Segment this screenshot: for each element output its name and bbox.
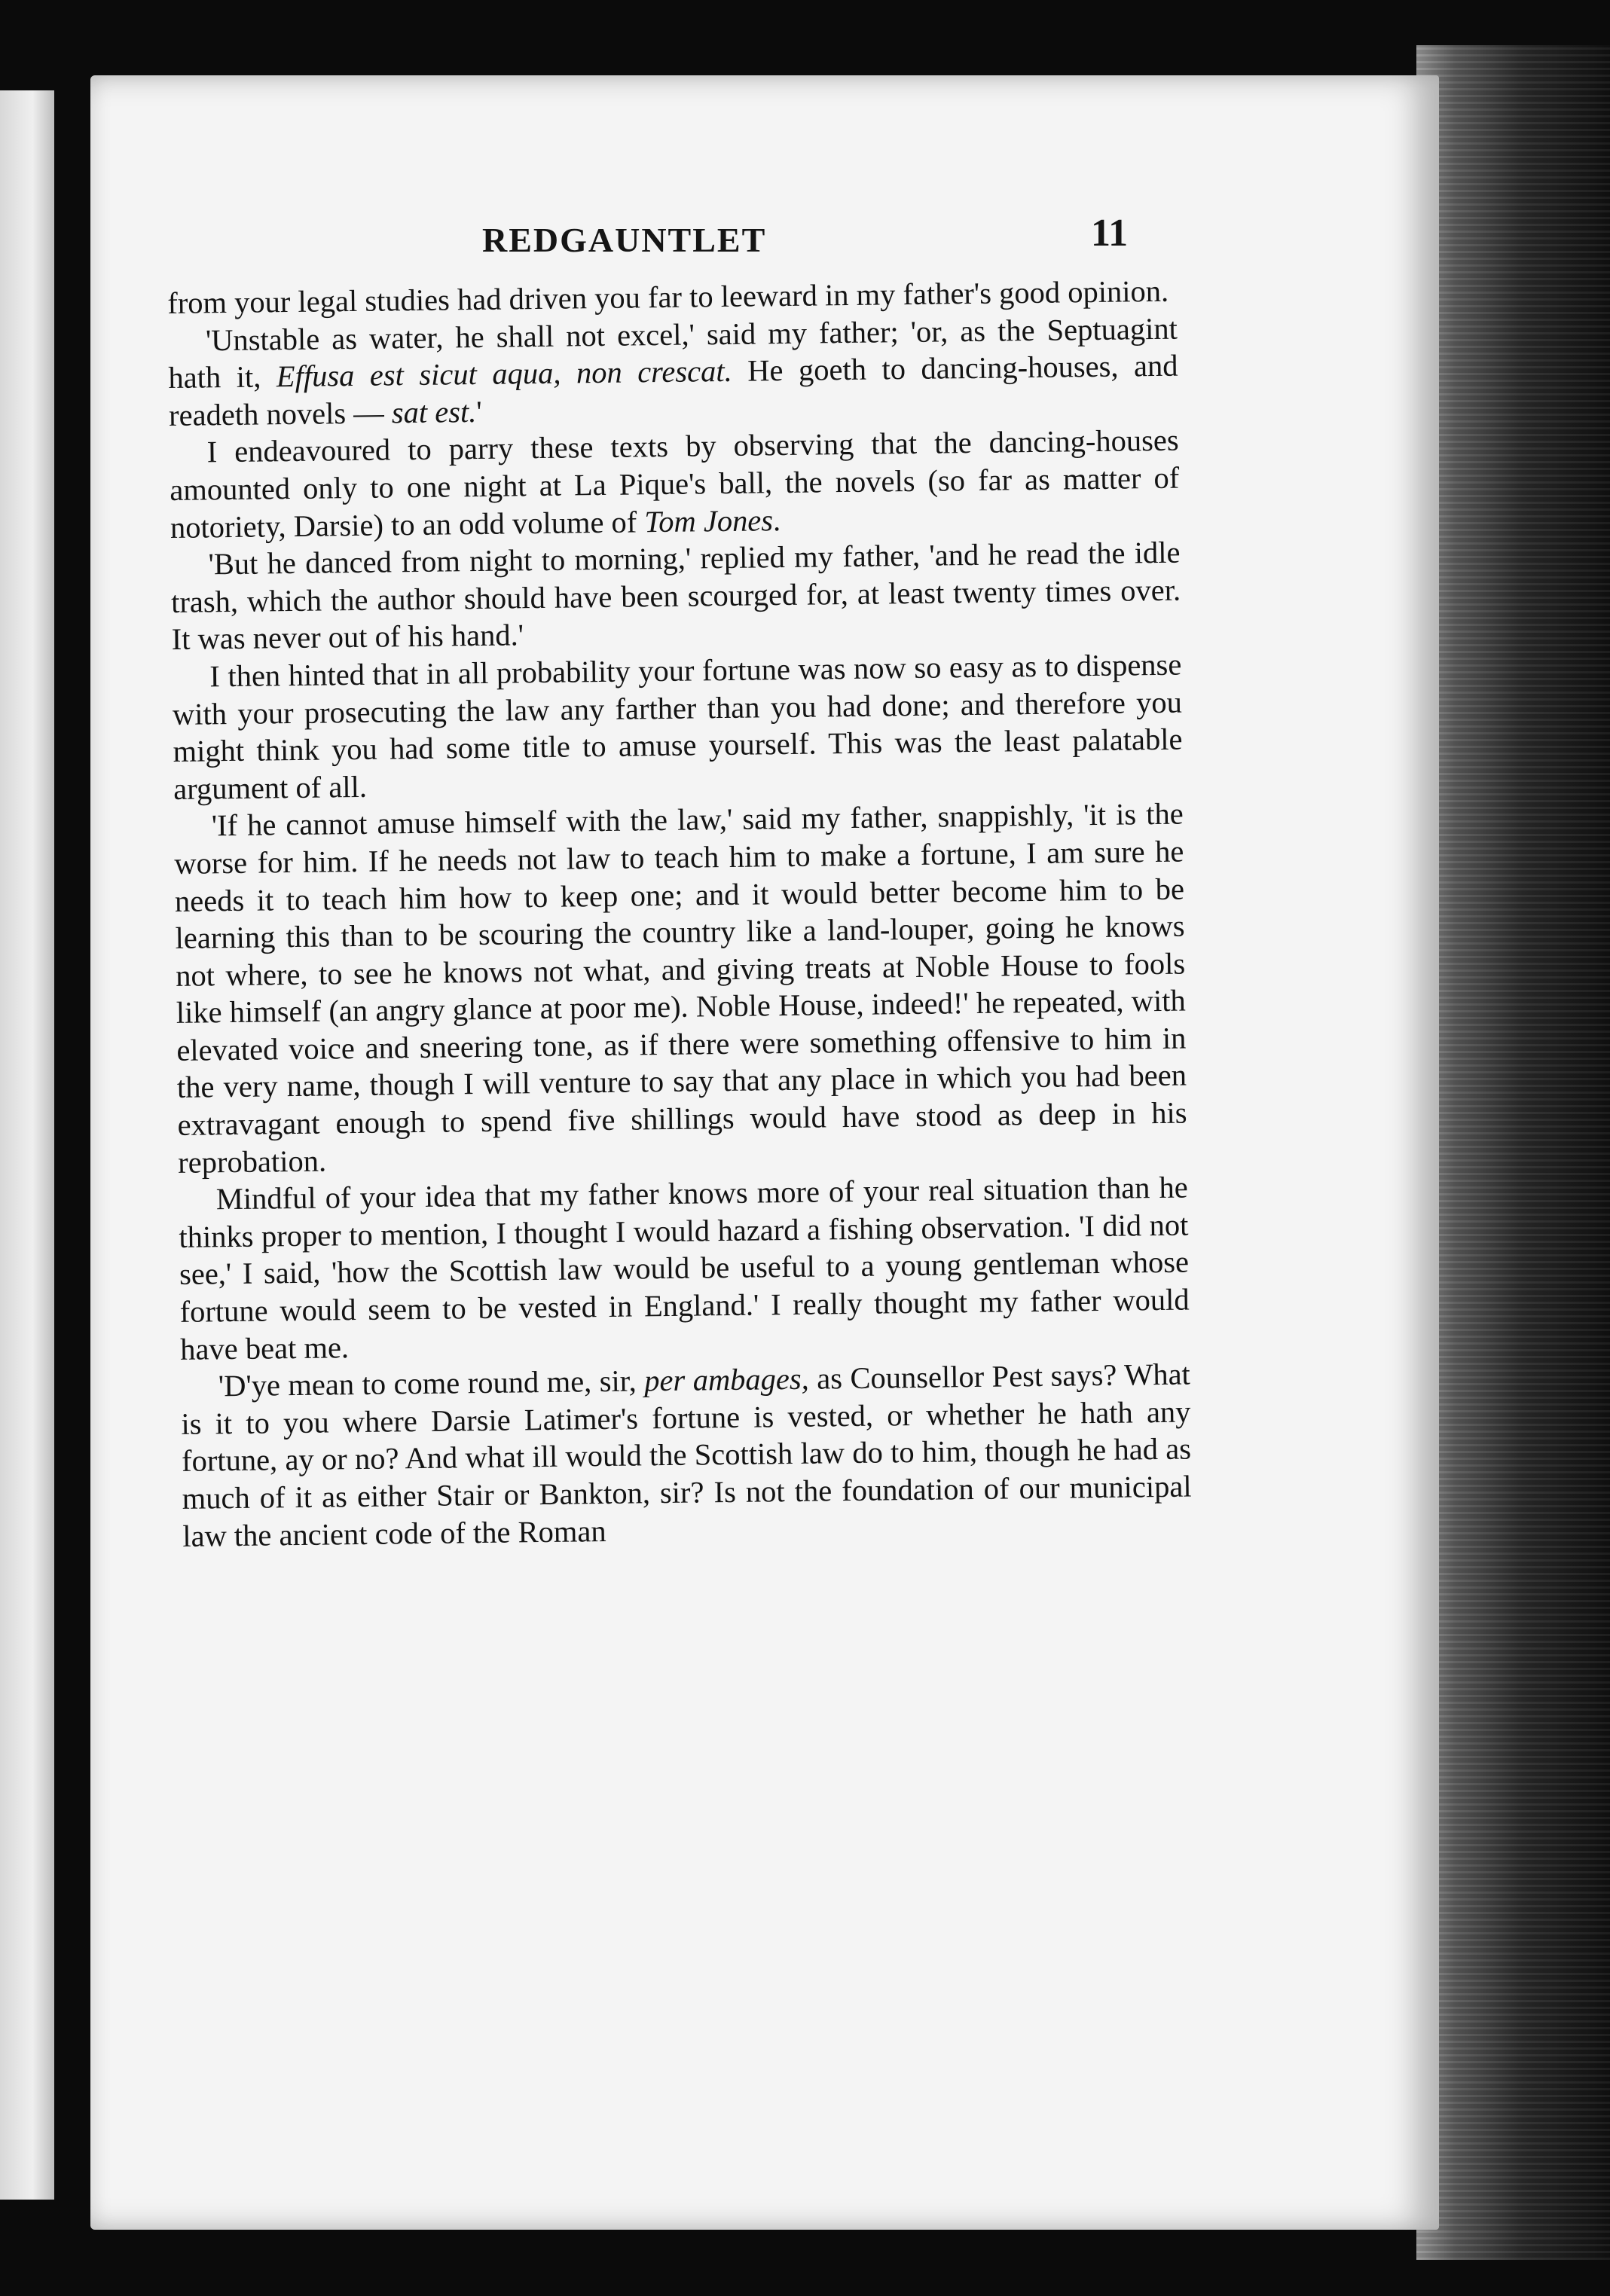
paragraph-text: 'Unstable as water, he shall not excel,' said my father; 'or, as the Septuagint hath it, bbox=[168, 311, 1178, 395]
book-title: Tom Jones bbox=[644, 502, 774, 539]
body-text bbox=[167, 273, 1193, 1555]
book-binding-edge bbox=[1416, 45, 1610, 2260]
latin-quote: Effusa est sicut aqua, non crescat. bbox=[276, 354, 733, 394]
paragraph: 'But he danced from night to morning,' replied my father, 'and he read the idle trash, which the author should have been scourged for, at least twenty times over. It was never out of his hand.' bbox=[170, 535, 1181, 657]
paragraph bbox=[181, 1356, 1193, 1555]
paragraph: I then hinted that in all probability your fortune was now so easy as to dispense with your prosecuting the law any farther than you had done; and therefore you might think you had some title to amuse yourself. This was the least palatable argument of all. bbox=[172, 647, 1183, 806]
page-number: 11 bbox=[1091, 212, 1129, 255]
paragraph bbox=[169, 422, 1180, 546]
previous-page-edge bbox=[0, 90, 54, 2200]
paragraph-text: He goeth to dancing-houses, and readeth novels — bbox=[168, 348, 1178, 432]
paragraph-text: 'D'ye mean to come round me, sir, bbox=[218, 1363, 645, 1403]
paragraph: Mindful of your idea that my father knows more of your real situation than he thinks proper to mention, I thought I would hazard a fishing observation. 'I did not see,' I said, 'how the Scottish law would be useful to a young gentleman whose fortune would seem to be vested in England.' I really thought my father would have beat me. bbox=[179, 1170, 1190, 1366]
paragraph-text: as Counsellor Pest says? What is it to you where Darsie Latimer's fortune is vested, or whether he hath any fortune, ay or no? And what ill would the Scottish law do to him, though he had as much of it as either Stair or Bankton, sir? Is not the foundation of our municipal law the ancient code of the Roman bbox=[181, 1357, 1192, 1553]
paragraph-text: ' bbox=[476, 394, 482, 429]
paragraph: from your legal studies had driven you far to leeward in my father's good opinion. bbox=[167, 273, 1169, 320]
latin-quote: sat est. bbox=[391, 394, 477, 430]
running-head: REDGAUNTLET bbox=[482, 221, 767, 259]
paragraph-text: . bbox=[772, 502, 781, 537]
paragraph bbox=[168, 310, 1179, 434]
latin-phrase: per ambages, bbox=[643, 1361, 810, 1398]
paragraph: 'If he cannot amuse himself with the law,' said my father, snappishly, 'it is the worse for him. If he needs not law to teach him to make a fortune, I am sure he needs it to teach him how to keep one; and it would better become him to be learning this than to be scouring the country like a land-louper, going he knows not where, to see he knows not what, and giving treats at Noble House to fools like himself (an angry glance at poor me). Noble House, indeed!' he repeated, with elevated voice and sneering tone, as if there were something offensive to him in the very name, though I will venture to say that any place in which you had been extravagant enough to spend five shillings would have stood as deep in his reprobation. bbox=[174, 796, 1187, 1180]
paragraph-text: I endeavoured to parry these texts by observing that the dancing-houses amounted only to one night at La Pique's ball, the novels (so far as matter of notoriety, Darsie) to an odd volume of bbox=[170, 423, 1180, 545]
